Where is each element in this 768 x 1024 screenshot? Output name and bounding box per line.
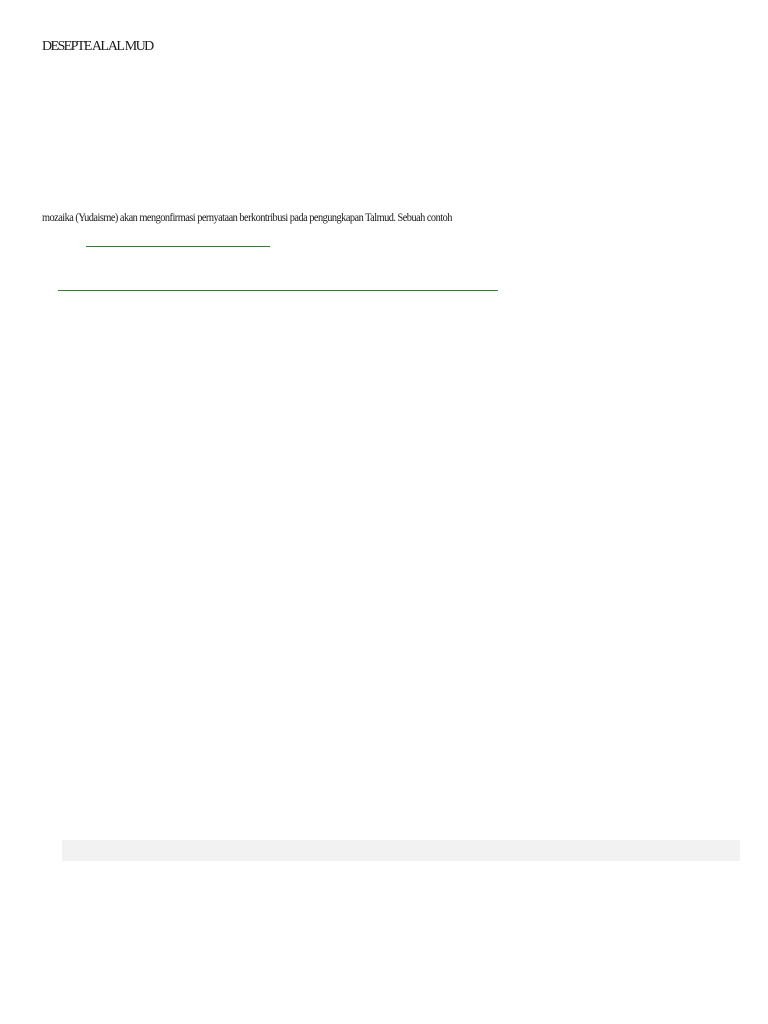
shaded-band <box>62 840 740 861</box>
underline-rule <box>86 246 270 247</box>
line-text: mozaika (Yudaisme) akan mengonfirmasi pernyataan berkontribusi pada pengungkapan Talmud. Sebuah contoh <box>42 210 452 224</box>
text-line <box>0 208 768 226</box>
underline-rule <box>58 290 498 291</box>
page-title: DESEPTE AL AL MUD <box>42 39 153 54</box>
